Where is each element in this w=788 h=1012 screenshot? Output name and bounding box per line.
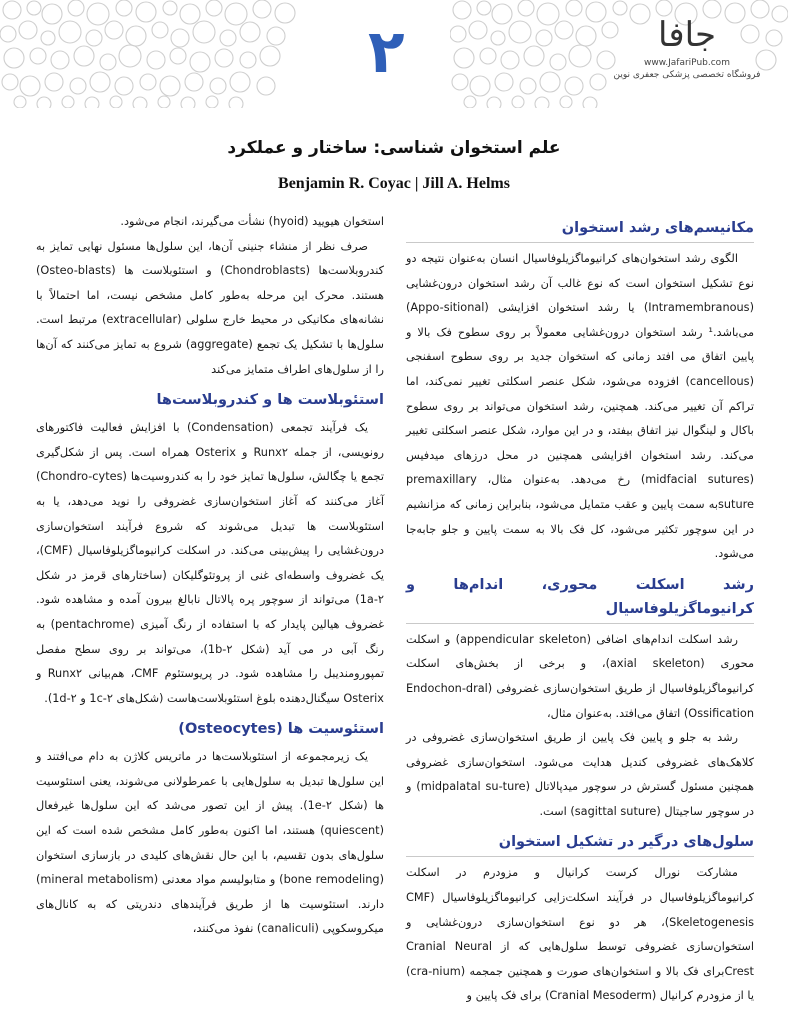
chapter-title: علم استخوان شناسی: ساختار و عملکرد xyxy=(227,138,561,158)
publisher-logo xyxy=(612,15,762,80)
logo-mark: جافا xyxy=(658,15,716,55)
section-heading-osteocytes: استئوسیت ها (Osteocytes) xyxy=(178,721,384,738)
paragraph: یک زیرمجموعه از استئوبلاست‌ها در ماتریس کلاژن به دام می‌افتند و این سلول‌ها تبدیل به سلول‌هایی با عمرطولانی می‌شوند، یعنی استئوسیت ها (شکل ۲-1e). پیش از این تصور می‌شد که این سلول‌ها غیرفعال (quiescent) هستند، اما اکنون به‌طور کامل مشخص شده است که این سلول‌های بدون تقسیم، با این حال نقش‌های کلیدی در بازسازی استخوان (bone remodeling) و متابولیسم مواد معدنی (mineral metabolism) دارند. استئوسیت ها از طریق فرآیندهای دندریتی که به کانال‌های میکروسکوپی (canaliculi) نفوذ می‌کنند، xyxy=(36,750,385,936)
section-heading-osteoblasts: استئوبلاست ها و کندروبلاست‌ها xyxy=(156,392,384,409)
section-heading-growth-mechanisms: مکانیسم‌های رشد استخوان xyxy=(406,216,754,243)
header-band xyxy=(0,0,788,108)
logo-url: www.JafariPub.com xyxy=(644,58,730,68)
paragraph: رشد اسکلت اندام‌های اضافی (appendicular skeleton) و اسکلت محوری (axial skeleton)، و برخی از بخش‌های اسکلت کرانیوماگزیلوفاسیال از طریق استخوان‌سازی غضروفی (Endochon-dral Ossification) اتفاق می‌افتد. به‌عنوان مثال، xyxy=(406,632,755,720)
chapter-authors: Benjamin R. Coyac | Jill A. Helms xyxy=(278,175,510,192)
logo-subtitle: فروشگاه تخصصی پزشکی جعفری نوین xyxy=(613,70,761,80)
paragraph: الگوی رشد استخوان‌های کرانیوماگزیلوفاسیال انسان به‌عنوان نتیجه دو نوع تشکیل استخوان است که نوع غالب آن رشد استخوان درون‌غشایی (Intramembranous) یا رشد استخوان افزایشی (Appo-sitional) می‌باشد.¹ رشد استخوان درون‌غشایی معمولاً بر روی سطوح فک بالا و پایین اتفاق می افتد زمانی که استخوان جدید بر روی سطوح اسفنجی (cancellous) افزوده می‌شود، شکل عنصر اسکلتی تغییر نمی‌کند، اما تراکم آن تغییر می‌کند. همچنین، رشد استخوان می‌تواند بر روی سطوح باکال و لینگوال نیز اتفاق بیفتد، و در این موارد، شکل عنصر اسکلتی تغییر می‌کند. رشد استخوان افزایشی همچنین در محل درزهای میدفیس (midfacial sutures) رخ می‌دهد. به‌عنوان مثال، premaxillary sutureبه سمت پایین و عقب متمایل می‌شود، بنابراین زمانی که مزانشیم در این سوچور تکثیر می‌شود، کل فک بالا به سمت پایین و جلو جابه‌جا می‌شود. xyxy=(406,252,754,561)
paragraph: استخوان هیویید (hyoid) نشأت می‌گیرند، انجام می‌شود. xyxy=(120,215,384,228)
left-column xyxy=(36,210,384,942)
chapter-number: ۲ xyxy=(368,17,405,87)
section-heading-axial-skeleton: رشد اسکلت محوری، اندام‌ها و کرانیوماگزیلوفاسیال xyxy=(406,573,754,624)
paragraph: صرف نظر از منشاء جنینی آن‌ها، این سلول‌ها مسئول نهایی تمایز به کندروبلاست‌ها (Chondroblasts) و استئوبلاست ها (Osteo-blasts) هستند. محرک این مرحله به‌طور کامل مشخص نیست، اما احتمالاً با نشانه‌های مکانیکی در محیط خارج سلولی (extracellular) مرتبط است. سلول‌ها با تشکیل یک تجمع (aggregate) شروع به تمایز می‌کنند که آن‌ها را از سلول‌های اطراف متمایز می‌کند xyxy=(36,239,385,376)
section-heading-bone-cells: سلول‌های درگیر در تشکیل استخوان xyxy=(406,830,754,857)
paragraph: رشد به جلو و پایین فک پایین از طریق استخوان‌سازی غضروفی در کلاهک‌های غضروفی کندیل هدایت می‌شود. استخوان‌سازی غضروفی همچنین مسئول گسترش در سوچور میدپالاتال (midpalatal su-ture) و در سوچور ساجیتال (sagittal suture) است. xyxy=(406,731,755,818)
paragraph: مشارکت نورال کرست کرانیال و مزودرم در اسکلت کرانیوماگزیلوفاسیال در فرآیند اسکلت‌زایی کرانیوماگزیلوفاسیال (CMF Skeletogenesis)، هر دو نوع استخوان‌سازی درون‌غشایی و استخوان‌سازی غضروفی توسط سلول‌هایی که از Cranial Neural Crestبرای فک بالا و استخوان‌های صورت و همچنین جمجمه (cra-nium) یا از مزودرم کرانیال (Cranial Mesoderm) برای فک پایین و xyxy=(406,866,754,1003)
paragraph: یک فرآیند تجمعی (Condensation) با افزایش فعالیت فاکتورهای رونویسی، از جمله Runx۲ و Osterix همراه است. پس از شکل‌گیری تجمع یا چگالش، سلول‌ها تمایز خود را به کندروسیت‌ها (Chondro-cytes) آغاز می‌کنند که آغاز استخوان‌سازی غضروفی را نوید می‌دهد، یا به استئوبلاست ها تبدیل می‌شوند که شروع فرآیند استخوان‌سازی درون‌غشایی را پیش‌بینی می‌کند. در اسکلت کرانیوماگزیلوفاسیال (CMF)، یک غضروف واسطه‌ای غنی از پروتئوگلیکان (ساختارهای قرمز در شکل ۲-1a) می‌تواند از سوچور پره پالاتال نابالغ بیرون آمده و مشاهده شود. غضروف هیالین پایدار که با استفاده از رنگ آمیزی (pentachrome) به رنگ آبی در می آید (شکل ۲-1b)، می‌تواند بر روی سطح مفصل تمپورومندیبل را مشاهده شود. در پریوستئوم CMF، هم‌بیانی Runx۲ و Osterix سیگنال‌دهنده بلوغ استئوبلاست‌هاست (شکل‌های ۲-1c و ۲-1d). xyxy=(36,421,385,705)
bubble-pattern-left xyxy=(0,0,300,108)
right-column xyxy=(406,210,754,1009)
